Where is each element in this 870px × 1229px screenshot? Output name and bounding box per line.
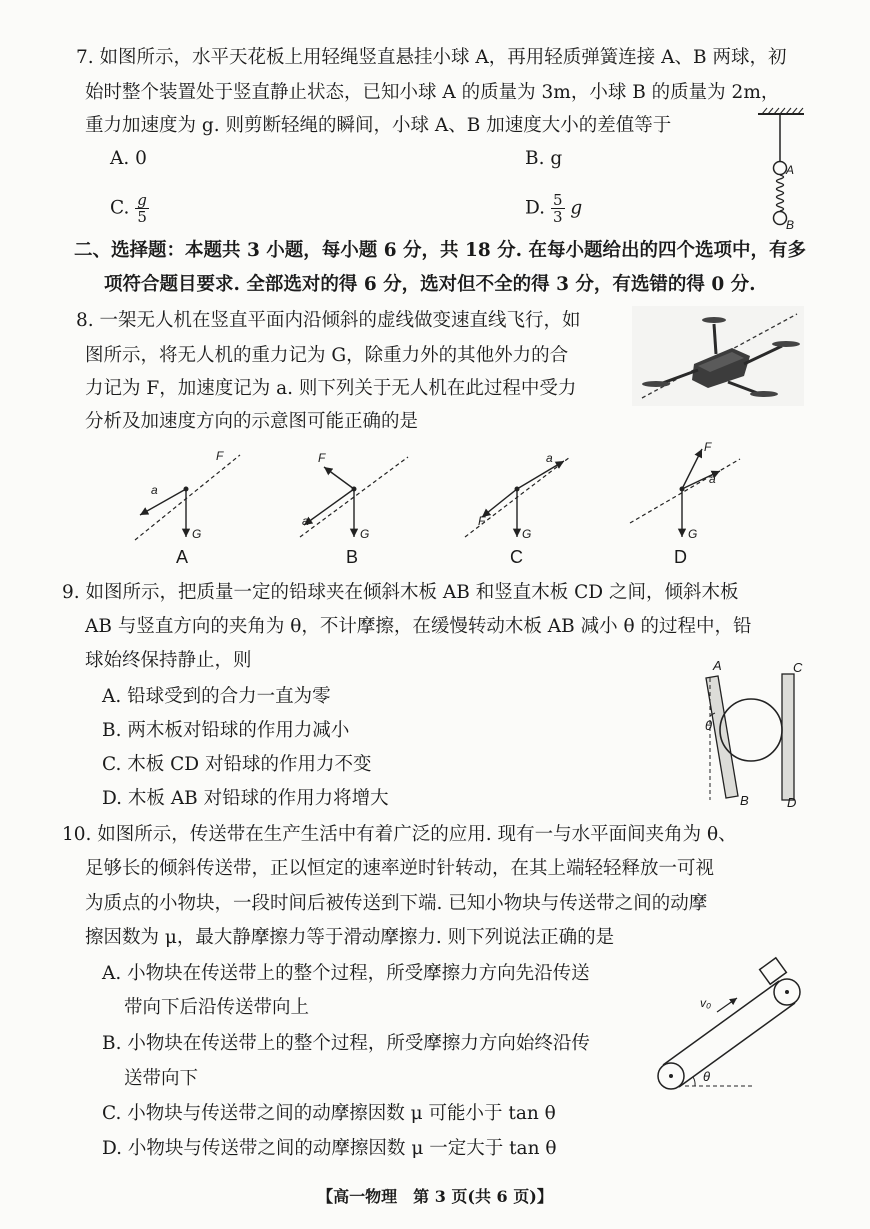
q7-option-d [525,192,582,225]
q7-option-d-num: 5 [552,191,563,209]
q7-fig-label-a: A [786,163,795,177]
q9-boards-figure [698,660,818,810]
q8-diagram-d [630,449,740,537]
q8-b-f-label: F [318,451,326,465]
q9-option-c: C. 木板 CD 对铅球的作用力不变 [102,754,372,775]
q10-conveyor-figure [655,956,815,1096]
q7-option-c-prefix: C. [110,197,130,219]
q7-option-b: B. g [525,148,563,169]
section2-line-2: 项符合题目要求. 全部选对的得 6 分，选对但不全的得 3 分，有选错的得 0 分. [104,274,756,295]
q10-option-b-line-2: 送带向下 [124,1068,199,1089]
q10-line-4: 擦因数为 μ，最大静摩擦力等于滑动摩擦力. 则下列说法正确的是 [85,927,615,948]
q10-option-d: D. 小物块与传送带之间的动摩擦因数 μ 一定大于 tan θ [102,1138,557,1159]
q8-d-letter: D [674,547,687,567]
q8-d-f-label: F [704,440,712,454]
q10-option-b-line-1: B. 小物块在传送带上的整个过程，所受摩擦力方向始终沿传 [102,1033,590,1054]
q8-d-a-label: a [709,472,716,486]
q8-diagrams [130,445,830,575]
q8-a-letter: A [176,547,189,567]
q8-line-4: 分析及加速度方向的示意图可能正确的是 [85,411,419,432]
q8-c-g-label: G [522,527,532,541]
q7-option-d-den: 3 [552,208,563,226]
q7-line-2: 始时整个装置处于竖直静止状态，已知小球 A 的质量为 3m，小球 B 的质量为 2m， [85,82,780,103]
q10-fig-label-theta: θ [703,1069,711,1084]
q7-line-3: 重力加速度为 g. 则剪断轻绳的瞬间，小球 A、B 加速度大小的差值等于 [85,115,672,136]
q9-fig-label-b: B [740,793,749,808]
q9-fig-label-d: D [787,795,797,810]
q8-diagram-b [300,457,408,537]
q9-line-2: AB 与竖直方向的夹角为 θ，不计摩擦，在缓慢转动木板 AB 减小 θ 的过程中，铅 [85,616,752,637]
q9-line-3: 球始终保持静止，则 [85,650,252,671]
q10-line-1: 10. 如图所示，传送带在生产生活中有着广泛的应用. 现有一与水平面间夹角为 θ、 [62,824,737,845]
q8-a-f-label: F [216,449,224,463]
q9-option-b: B. 两木板对铅球的作用力减小 [102,720,350,741]
q9-line-1: 9. 如图所示，把质量一定的铅球夹在倾斜木板 AB 和竖直木板 CD 之间，倾斜木板 [62,582,739,603]
q7-option-c-num: g [137,191,147,209]
section2-line-1: 二、选择题：本题共 3 小题，每小题 6 分，共 18 分. 在每小题给出的四个选项中，有多 [74,240,807,261]
q8-c-f-label: F [478,514,486,528]
q8-line-3: 力记为 F，加速度记为 a. 则下列关于无人机在此过程中受力 [85,378,577,399]
q8-b-g-label: G [360,527,370,541]
page-footer: 【高一物理 第 3 页(共 6 页)】 [317,1187,553,1206]
q8-line-2: 图所示，将无人机的重力记为 G，除重力外的其他外力的合 [85,345,569,366]
q7-option-d-suffix: g [570,197,583,219]
q8-b-letter: B [346,547,359,567]
q7-option-d-fraction [551,192,565,225]
q7-line-1: 7. 如图所示，水平天花板上用轻绳竖直悬挂小球 A，再用轻质弹簧连接 A、B 两球，初 [76,47,787,68]
q7-option-c [110,192,149,225]
q10-fig-label-v0: v₀ [700,996,712,1010]
q9-fig-label-c: C [793,660,803,675]
q10-line-2: 足够长的倾斜传送带，正以恒定的速率逆时针转动，在其上端轻轻释放一可视 [85,858,715,879]
q10-option-c: C. 小物块与传送带之间的动摩擦因数 μ 可能小于 tan θ [102,1103,556,1124]
q8-b-a-label: a [302,514,309,528]
q8-a-g-label: G [192,527,202,541]
q7-option-c-fraction [135,192,149,225]
q10-option-a-line-1: A. 小物块在传送带上的整个过程，所受摩擦力方向先沿传送 [102,963,590,984]
q8-c-a-label: a [546,451,553,465]
q7-fig-label-b: B [786,218,795,232]
q8-d-g-label: G [688,527,698,541]
drone-image [632,306,804,406]
q7-option-c-den: 5 [137,208,147,226]
q9-option-a: A. 铅球受到的合力一直为零 [102,686,331,707]
q8-a-a-label: a [151,483,158,497]
q10-line-3: 为质点的小物块，一段时间后被传送到下端. 已知小物块与传送带之间的动摩 [85,893,708,914]
q9-fig-label-theta: θ [705,718,713,733]
q9-fig-label-a: A [713,658,722,673]
q7-option-a: A. 0 [110,148,147,169]
q8-c-letter: C [510,547,523,567]
q9-option-d: D. 木板 AB 对铅球的作用力将增大 [102,788,389,809]
q10-option-a-line-2: 带向下后沿传送带向上 [124,997,310,1018]
q8-line-1: 8. 一架无人机在竖直平面内沿倾斜的虚线做变速直线飞行，如 [76,310,581,331]
q8-diagram-a [135,455,240,540]
q7-option-d-prefix: D. [525,197,546,219]
q7-spring-figure [752,108,812,238]
